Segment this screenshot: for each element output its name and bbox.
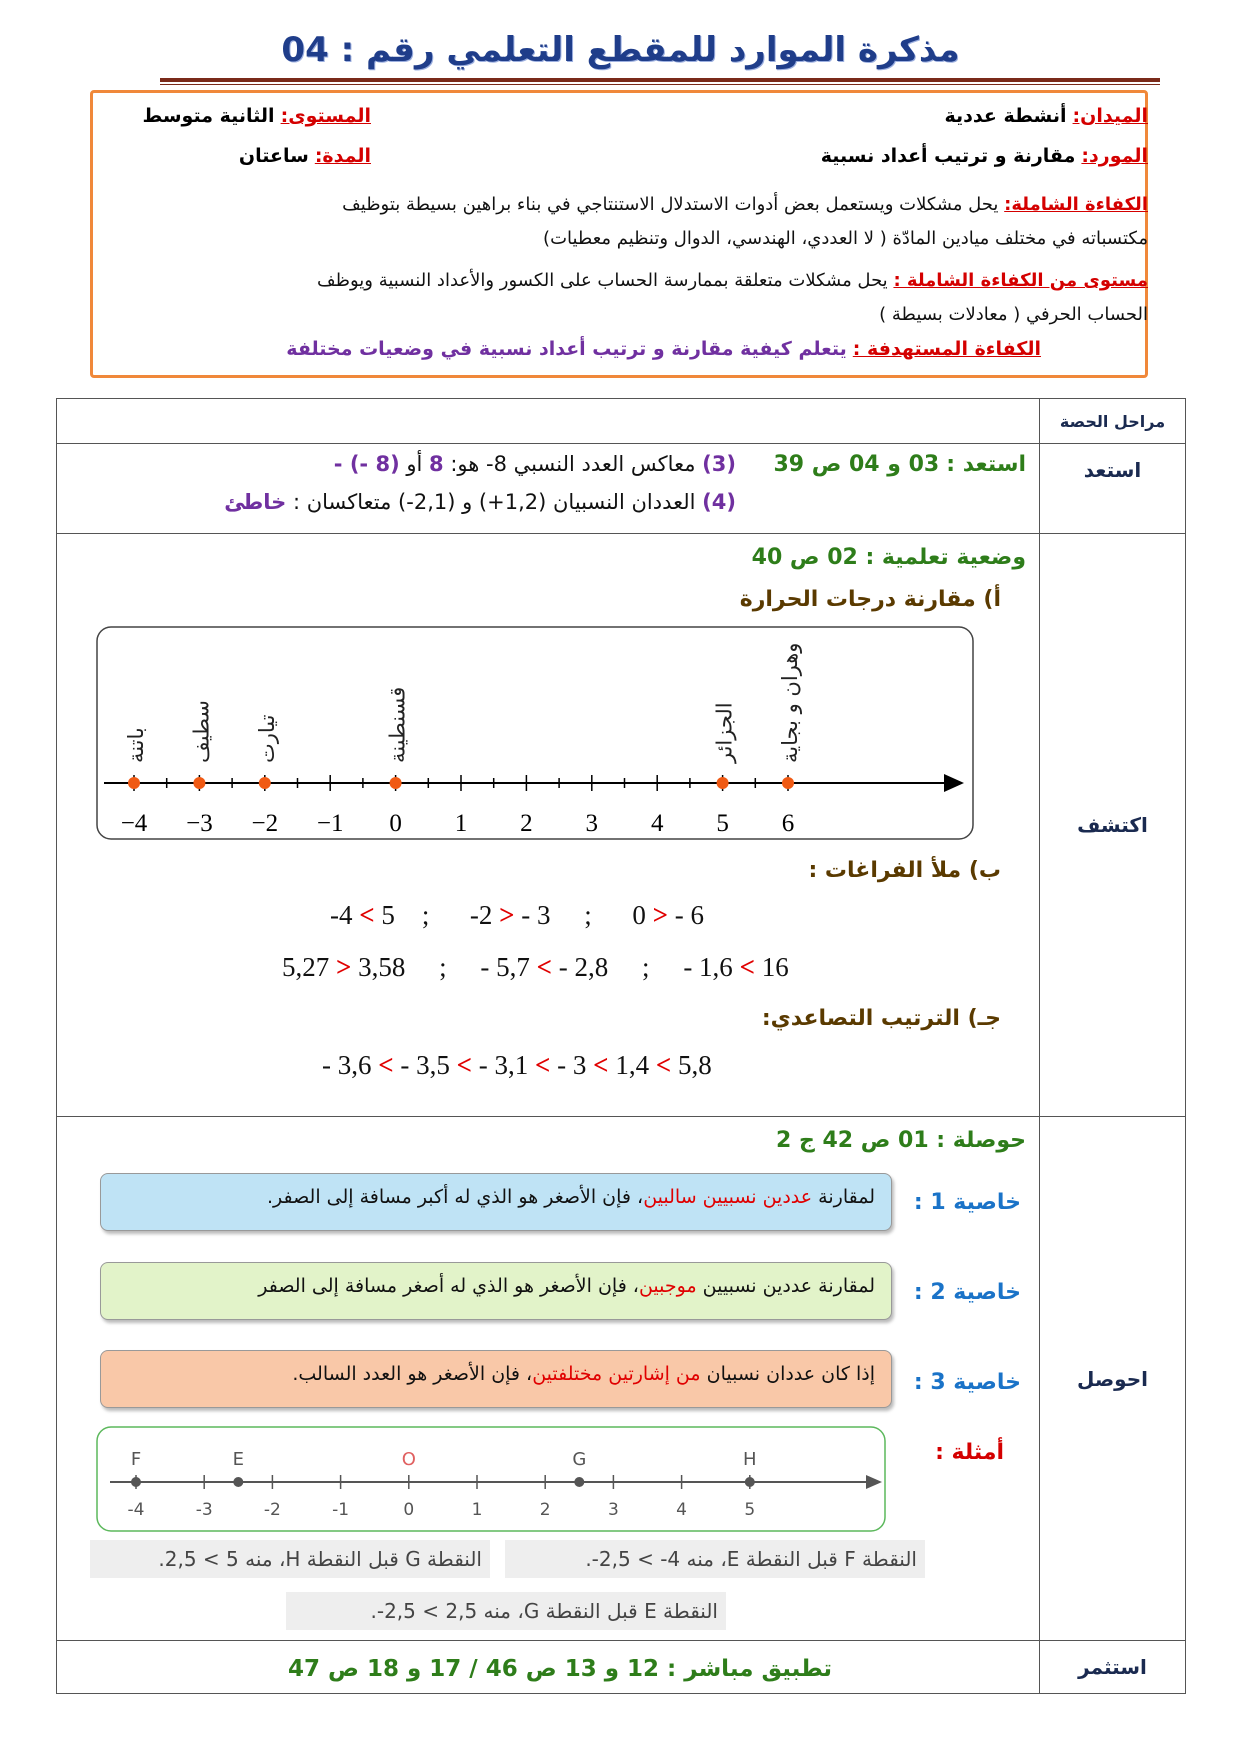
examples-tick-label: -3 [195,1500,213,1520]
q3-text: معاكس العدد النسبي 8- هو: [450,452,696,476]
ineq-4-a: 5,27 [282,952,330,982]
axis-tick-label: 2 [520,810,533,837]
ineq-6-a: - 1,6 [683,952,733,982]
ascending-order [322,1050,842,1081]
q3-number: (3) [702,452,736,476]
axis-tick-label: −3 [186,810,213,837]
order-4: 1,4 [615,1050,650,1080]
order-op-3: < [593,1050,609,1080]
examples-point-label: H [743,1449,757,1470]
order-op-2: < [535,1050,551,1080]
sep-1: ; [421,900,430,930]
examples-tick-label: 0 [403,1500,415,1520]
city-point [259,777,271,789]
q4-text: العددان النسبيان (1,2+) و (2,1-) متعاكسان : [292,490,696,514]
level-competence-line-1 [118,265,1148,297]
q3-or: أو [406,452,423,476]
order-5: 5,8 [677,1050,712,1080]
property-2-name: خاصية 2 : [913,1280,1021,1305]
city-point [390,777,402,789]
city-point [128,777,140,789]
examples-frame [97,1427,885,1531]
property-1-box [100,1173,892,1231]
q3-answer-1: 8 [429,452,444,476]
ineq-1-a: -4 [330,900,353,930]
examples-tick-label: 2 [539,1500,551,1520]
ineq-1-b: 5 [381,900,395,930]
examples-point-label: G [572,1449,587,1470]
part-c-label: جـ) الترتيب التصاعدي: [761,1006,1001,1031]
domain-value: أنشطة عددية [944,105,1067,127]
axis-tick-label: −1 [316,810,344,837]
target-line [141,333,1041,365]
prop2-text-b: ، فإن الأصغر هو الذي له أصغر مسافة إلى الصفر [258,1275,639,1297]
examples-label: أمثلة : [935,1440,1004,1465]
stage-discover: اكتشف [1040,534,1186,1117]
domain-label: الميدان: [1072,105,1148,127]
order-0: - 3,6 [322,1050,372,1080]
ineq-1-op: < [359,900,375,930]
sep-2: ; [584,900,592,930]
axis-tick-label: −2 [251,810,279,837]
competence-line-1 [118,189,1148,221]
page-title: مذكرة الموارد للمقطع التعلمي رقم : 04 [281,30,960,70]
situation-title: وضعية تعلمية : 02 ص 40 [751,545,1026,570]
city-label: سطيف [189,700,214,763]
example-1: النقطة F قبل النقطة E، منه 4- > 2,5-. [505,1540,925,1578]
property-3-box [100,1350,892,1408]
order-op-1: < [456,1050,473,1080]
order-3: - 3 [557,1050,587,1080]
examples-tick-label: 5 [744,1500,756,1520]
level-competence-label: مستوى من الكفاءة الشاملة : [893,270,1148,291]
level-label: المستوى: [280,105,371,127]
resource-line [648,140,1148,172]
title-underline [160,78,1160,82]
order-1: - 3,5 [400,1050,450,1080]
order-2: - 3,1 [478,1050,529,1080]
domain-line [748,100,1148,132]
summary-title: حوصلة : 01 ص 42 ج 2 [775,1128,1026,1153]
q3-answer-2: (8 -) - [333,452,400,476]
property-3-name: خاصية 3 : [913,1370,1021,1395]
q4-answer: خاطئ [224,490,287,514]
axis-tick-label: 0 [389,810,402,837]
duration-value: ساعتان [238,145,309,167]
examples-point [234,1478,243,1487]
axis-tick-label: −4 [120,810,148,837]
ineq-3-a: 0 [632,900,646,930]
prop3-text-b: ، فإن الأصغر هو العدد السالب. [292,1363,533,1385]
sep-4: ; [642,952,650,982]
ineq-5-b: - 2,8 [558,952,609,982]
stage-conclude: احوصل [1040,1117,1186,1641]
examples-number-line [96,1426,888,1534]
ineq-6-op: < [739,952,755,982]
number-line-frame [97,627,973,839]
examples-tick-label: -1 [332,1500,350,1520]
prop1-text-a: لمقارنة [818,1186,875,1208]
city-label: الجزائر [712,702,737,763]
property-2-box [100,1262,892,1320]
target-text: يتعلم كيفية مقارنة و ترتيب أعداد نسبية في وضعيات مختلفة [286,338,847,360]
header-content-cell [57,399,1040,444]
example-2: النقطة G قبل النقطة H، منه 5 > 2,5. [90,1540,490,1578]
example-3: النقطة E قبل النقطة G، منه 2,5 > 2,5-. [286,1592,726,1630]
city-point [717,777,729,789]
ineq-2-a: -2 [469,900,493,930]
examples-tick-label: -4 [127,1500,145,1520]
prepare-q4 [176,490,736,514]
examples-point-label: F [130,1449,142,1470]
examples-tick-label: 1 [471,1500,483,1520]
city-label: وهران و بجاية [778,642,802,763]
stage-prepare: استعد [1040,444,1186,534]
ineq-4-op: > [336,952,352,982]
city-point [193,777,205,789]
prepare-q3 [236,452,736,476]
part-a-label: أ) مقارنة درجات الحرارة [739,587,1001,612]
examples-point-label: O [401,1449,416,1470]
level-value: الثانية متوسط [142,105,275,127]
competence-line-2 [118,223,1148,255]
city-label: باتنة [124,727,148,763]
prop1-highlight: عددين نسبيين سالبين [643,1186,813,1208]
level-competence-line-2 [118,299,1148,331]
inequality-row-1 [330,900,760,931]
ineq-2-b: - 3 [521,900,551,930]
level-competence-text-1: يحل مشكلات متعلقة بممارسة الحساب على الكسور والأعداد النسبية ويوظف [317,270,888,291]
ineq-2-op: > [499,900,515,930]
resource-value: مقارنة و ترتيب أعداد نسبية [820,145,1076,167]
examples-point [575,1478,584,1487]
axis-tick-label: 6 [781,810,795,837]
examples-point [745,1478,754,1487]
prop2-highlight: موجبين [638,1275,697,1297]
part-b-label: ب) ملأ الفراغات : [808,858,1001,883]
ineq-5-a: - 5,7 [480,952,530,982]
examples-tick-label: 3 [607,1500,619,1520]
city-label: تيارت [254,714,279,763]
examples-point [132,1478,141,1487]
stage-invest: استثمر [1040,1641,1186,1694]
city-point [782,777,794,789]
title-underline-thin [160,84,1160,85]
examples-point-label: E [232,1449,244,1470]
competence-text-2: مكتسباته في مختلف ميادين المادّة ( لا العددي، الهندسي، الدوال وتنظيم معطيات) [543,228,1148,249]
prepare-ref-value: 03 و 04 ص 39 [773,452,940,477]
inequality-row-2 [282,952,842,983]
axis-tick-label: 5 [716,810,729,837]
ineq-4-b: 3,58 [358,952,406,982]
prepare-ref-label: استعد : [946,452,1026,477]
prepare-ref [766,452,1026,477]
temperature-number-line [96,626,976,841]
level-line [111,100,371,132]
target-label: الكفاءة المستهدفة : [852,338,1041,360]
invest-text: تطبيق مباشر : 12 و 13 ص 46 / 17 و 18 ص 47 [287,1656,833,1682]
sep-3: ; [439,952,447,982]
axis-tick-label: 3 [585,810,599,837]
examples-tick-label: -2 [263,1500,281,1520]
prop3-text-a: إذا كان عددان نسبيان [706,1363,875,1385]
duration-line [111,140,371,172]
ineq-3-b: - 6 [674,900,704,930]
ineq-3-op: > [652,900,668,930]
ineq-5-op: < [536,952,553,982]
stage-header: مراحل الحصة [1040,399,1186,444]
prop3-highlight: من إشارتين مختلفتين [532,1363,701,1385]
examples-tick-label: 4 [676,1500,688,1520]
city-label: قسنطينة [385,686,410,763]
resource-label: المورد: [1081,145,1148,167]
competence-label: الكفاءة الشاملة: [1004,194,1148,215]
level-competence-text-2: الحساب الحرفي ( معادلات بسيطة ) [879,304,1148,325]
order-op-0: < [378,1050,394,1080]
order-op-4: < [655,1050,672,1080]
duration-label: المدة: [314,145,371,167]
axis-tick-label: 1 [454,810,468,837]
axis-tick-label: 4 [650,810,664,837]
property-1-name: خاصية 1 : [913,1190,1021,1215]
ineq-6-b: 16 [761,952,789,982]
q4-number: (4) [702,490,736,514]
prop1-text-b: ، فإن الأصغر هو الذي له أكبر مسافة إلى الصفر. [266,1186,644,1208]
competence-text-1: يحل مشكلات ويستعمل بعض أدوات الاستدلال الاستنتاجي في بناء براهين بسيطة بتوظيف [342,194,999,215]
prop2-text-a: لمقارنة عددين نسبيين [702,1275,875,1297]
